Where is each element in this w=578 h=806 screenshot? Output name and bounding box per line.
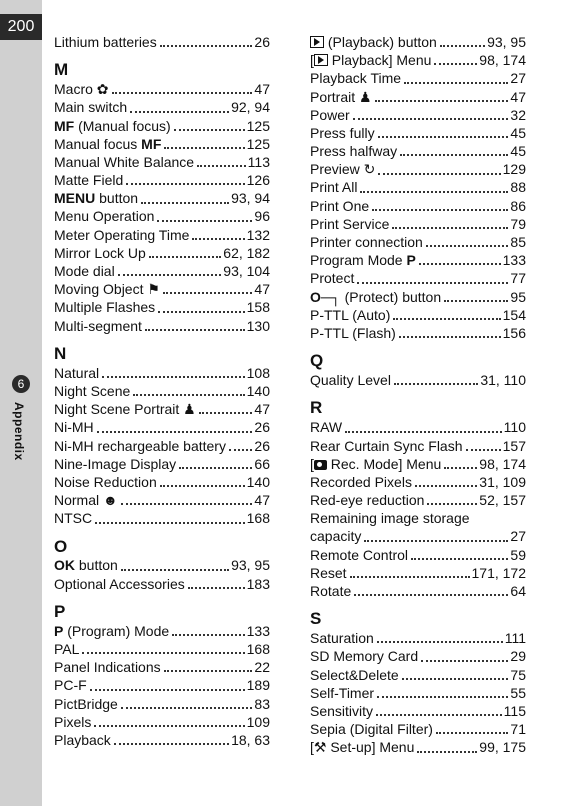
- entry-pages: 45: [510, 124, 526, 141]
- section-letter: N: [54, 343, 67, 363]
- entry-label: Normal ☻: [54, 492, 118, 509]
- entry-label: P-TTL (Flash): [310, 324, 396, 341]
- entry-label: Remote Control: [310, 546, 409, 563]
- entry-label: Sensitivity: [310, 702, 374, 719]
- entry-pages: 133: [502, 252, 526, 269]
- entry-label: P (Program) Mode: [54, 622, 170, 639]
- entry-label: Ni-MH rechargeable battery: [54, 437, 226, 454]
- entry-pages: 86: [510, 197, 526, 214]
- entry-pages: 132: [246, 226, 270, 243]
- entry-label: Matte Field: [54, 172, 124, 189]
- entry-pages: 109: [246, 713, 270, 730]
- index-entry: [310, 306, 526, 324]
- dot-leader: [466, 449, 501, 451]
- entry-pages: 32: [510, 106, 526, 123]
- index-entry: [310, 106, 526, 124]
- entry-pages: 47: [254, 281, 270, 298]
- dot-leader: [417, 751, 477, 753]
- entry-label: MF (Manual focus): [54, 117, 171, 134]
- entry-label: NTSC: [54, 510, 93, 527]
- index-entry: [310, 197, 526, 215]
- entry-pages: 71: [510, 721, 526, 738]
- dot-leader: [354, 594, 508, 596]
- entry-label: Select&Delete: [310, 666, 399, 683]
- dot-leader: [436, 732, 508, 734]
- index-entry: [310, 647, 526, 665]
- dot-leader: [415, 485, 477, 487]
- dot-leader: [229, 449, 252, 451]
- entry-label: PAL: [54, 641, 80, 658]
- entry-label: Macro ✿: [54, 81, 109, 98]
- entry-pages: 47: [254, 401, 270, 418]
- index-entry: [54, 418, 270, 436]
- entry-label: Mode dial: [54, 263, 115, 280]
- index-entry: [54, 98, 270, 116]
- dot-leader: [378, 136, 509, 138]
- entry-label: MENU button: [54, 190, 139, 207]
- entry-label: PictBridge: [54, 695, 118, 712]
- dot-leader: [97, 431, 253, 433]
- dot-leader: [444, 300, 508, 302]
- index-column-right: [310, 33, 526, 757]
- dot-leader: [393, 318, 500, 320]
- entry-pages: 189: [246, 677, 270, 694]
- playback-icon: [310, 36, 324, 48]
- dot-leader: [114, 743, 229, 745]
- dot-leader: [121, 707, 253, 709]
- index-column-left: [54, 33, 270, 749]
- index-entry: [310, 179, 526, 197]
- index-entry: [54, 153, 270, 171]
- entry-label: Playback Time: [310, 70, 402, 87]
- dot-leader: [94, 725, 244, 727]
- entry-label: Preview ↻: [310, 161, 376, 178]
- entry-pages: 140: [246, 473, 270, 490]
- entry-label: capacity: [310, 528, 362, 545]
- dot-leader: [160, 485, 245, 487]
- dot-leader: [102, 376, 245, 378]
- entry-label: Rotate: [310, 583, 352, 600]
- index-entry: [54, 491, 270, 509]
- entry-pages: 31, 110: [480, 372, 526, 389]
- index-entry: [310, 564, 526, 582]
- dot-leader: [90, 689, 245, 691]
- dot-leader: [163, 292, 252, 294]
- entry-label: Panel Indications: [54, 659, 161, 676]
- entry-label: Red-eye reduction: [310, 492, 425, 509]
- index-entry: [310, 142, 526, 160]
- index-entry: [310, 629, 526, 647]
- entry-label: Remaining image storage: [310, 510, 470, 527]
- dot-leader: [378, 173, 500, 175]
- entry-pages: 125: [246, 135, 270, 152]
- entry-pages: 27: [510, 528, 526, 545]
- entry-label: Night Scene: [54, 382, 131, 399]
- entry-pages: 62, 182: [223, 244, 270, 261]
- entry-pages: 47: [510, 88, 526, 105]
- dot-leader: [421, 660, 508, 662]
- dot-leader: [149, 256, 221, 258]
- dot-leader: [375, 100, 509, 102]
- entry-pages: 183: [246, 575, 270, 592]
- index-entry: [310, 324, 526, 342]
- entry-label: Menu Operation: [54, 208, 155, 225]
- index-entry: [54, 317, 270, 335]
- index-entry: [54, 437, 270, 455]
- entry-label: [ Rec. Mode] Menu: [310, 455, 442, 472]
- entry-pages: 52, 157: [479, 492, 526, 509]
- entry-pages: 95: [510, 288, 526, 305]
- index-entry: [54, 280, 270, 298]
- entry-pages: 27: [510, 70, 526, 87]
- dot-leader: [145, 329, 245, 331]
- entry-label: Saturation: [310, 630, 374, 647]
- dot-leader: [444, 467, 477, 469]
- index-entry: [54, 226, 270, 244]
- entry-pages: 77: [510, 270, 526, 287]
- index-entry: [310, 88, 526, 106]
- index-entry: [310, 473, 526, 491]
- dot-leader: [399, 336, 501, 338]
- dot-leader: [377, 641, 503, 643]
- index-entry: [310, 666, 526, 684]
- entry-label: Multiple Flashes: [54, 299, 156, 316]
- entry-label: Recorded Pixels: [310, 473, 412, 490]
- index-entry: [310, 528, 526, 546]
- index-entry: [310, 491, 526, 509]
- index-entry: [310, 684, 526, 702]
- entry-label: Press fully: [310, 124, 375, 141]
- entry-pages: 75: [510, 666, 526, 683]
- entry-pages: 130: [246, 317, 270, 334]
- entry-label: Multi-segment: [54, 317, 142, 334]
- dot-leader: [164, 670, 253, 672]
- dot-leader: [364, 540, 508, 542]
- entry-pages: 168: [246, 641, 270, 658]
- dot-leader: [126, 183, 244, 185]
- index-entry: [310, 702, 526, 720]
- entry-label: OK button: [54, 557, 118, 574]
- dot-leader: [197, 165, 246, 167]
- entry-label: (Playback) button: [310, 33, 437, 51]
- entry-label: Playback: [54, 731, 111, 748]
- index-entry: [54, 473, 270, 491]
- entry-label: Press halfway: [310, 143, 398, 160]
- entry-label: Print One: [310, 197, 370, 214]
- section-letter: P: [54, 601, 66, 621]
- dot-leader: [160, 45, 253, 47]
- index-entry: [310, 582, 526, 600]
- index-entry: [310, 51, 526, 69]
- entry-pages: 47: [254, 492, 270, 509]
- index-entry: [54, 658, 270, 676]
- dot-leader: [402, 678, 509, 680]
- dot-leader: [157, 220, 252, 222]
- dot-leader: [392, 227, 508, 229]
- entry-label: Print Service: [310, 215, 390, 232]
- index-entry: [54, 208, 270, 226]
- dot-leader: [400, 154, 508, 156]
- entry-pages: 156: [502, 324, 526, 341]
- entry-pages: 168: [246, 510, 270, 527]
- index-entry: [54, 382, 270, 400]
- dot-leader: [174, 129, 245, 131]
- index-entry: [310, 437, 526, 455]
- index-entry: [54, 117, 270, 135]
- entry-label: Printer connection: [310, 234, 423, 251]
- entry-pages: 171, 172: [471, 564, 526, 581]
- entry-label: Sepia (Digital Filter): [310, 721, 433, 738]
- entry-pages: 66: [254, 455, 270, 472]
- index-entry: [310, 33, 526, 51]
- index-entry: [310, 720, 526, 738]
- entry-pages: 92, 94: [231, 99, 270, 116]
- index-entry: [54, 455, 270, 473]
- dot-leader: [199, 412, 253, 414]
- dot-leader: [118, 274, 222, 276]
- entry-pages: 47: [254, 81, 270, 98]
- entry-label: Program Mode P: [310, 252, 416, 269]
- dot-leader: [350, 576, 470, 578]
- entry-label: Main switch: [54, 99, 128, 116]
- playback-icon: [314, 54, 328, 66]
- entry-pages: 96: [254, 208, 270, 225]
- index-entry: [54, 713, 270, 731]
- index-entry: [54, 400, 270, 418]
- entry-label: Pixels: [54, 713, 92, 730]
- entry-pages: 111: [504, 630, 526, 647]
- entry-label: PC-F: [54, 677, 87, 694]
- dot-leader: [164, 147, 244, 149]
- entry-pages: 93, 104: [223, 263, 270, 280]
- dot-leader: [121, 503, 253, 505]
- entry-label: Mirror Lock Up: [54, 244, 146, 261]
- dot-leader: [345, 431, 502, 433]
- key-icon: O─┐: [310, 288, 341, 305]
- index-entry: [54, 244, 270, 262]
- dot-leader: [404, 82, 508, 84]
- entry-pages: 98, 174: [479, 455, 526, 472]
- dot-leader: [141, 202, 229, 204]
- dot-leader: [179, 467, 252, 469]
- index-entry: [310, 124, 526, 142]
- entry-label: Lithium batteries: [54, 33, 157, 50]
- index-entry: [54, 557, 270, 575]
- entry-label: Night Scene Portrait ♟: [54, 401, 196, 418]
- entry-label: P-TTL (Auto): [310, 306, 391, 323]
- entry-label: SD Memory Card: [310, 648, 419, 665]
- entry-label: [⚒ Set-up] Menu: [310, 739, 415, 756]
- chapter-name: Appendix: [12, 402, 26, 461]
- dot-leader: [411, 558, 508, 560]
- entry-label: Print All: [310, 179, 358, 196]
- entry-label: [ Playback] Menu: [310, 52, 432, 69]
- index-entry: [54, 509, 270, 527]
- section-letter: M: [54, 60, 69, 80]
- dot-leader: [376, 714, 502, 716]
- index-entry: [54, 640, 270, 658]
- entry-pages: 108: [246, 364, 270, 381]
- entry-label: O─┐ (Protect) button: [310, 288, 442, 305]
- entry-pages: 83: [254, 695, 270, 712]
- entry-pages: 133: [246, 622, 270, 639]
- dot-leader: [353, 118, 509, 120]
- index-entry: [310, 269, 526, 287]
- dot-leader: [158, 311, 244, 313]
- entry-pages: 55: [510, 684, 526, 701]
- index-entry: [54, 262, 270, 280]
- entry-pages: 93, 95: [487, 33, 526, 50]
- entry-pages: 88: [510, 179, 526, 196]
- index-entry: [54, 731, 270, 749]
- section-letter: O: [54, 536, 68, 556]
- entry-pages: 93, 95: [231, 557, 270, 574]
- page-number: 200: [0, 14, 42, 40]
- entry-pages: 22: [254, 659, 270, 676]
- index-entry: [54, 33, 270, 51]
- index-entry: [54, 135, 270, 153]
- entry-label: Reset: [310, 564, 347, 581]
- index-entry: [54, 298, 270, 316]
- index-entry: [54, 695, 270, 713]
- entry-pages: 26: [254, 437, 270, 454]
- index-entry: [54, 622, 270, 640]
- entry-pages: 158: [246, 299, 270, 316]
- entry-pages: 99, 175: [479, 739, 526, 756]
- dot-leader: [172, 634, 244, 636]
- dot-leader: [130, 111, 229, 113]
- index-entry: [54, 171, 270, 189]
- chapter-number-badge: 6: [12, 375, 30, 393]
- entry-label: Nine-Image Display: [54, 455, 177, 472]
- dot-leader: [95, 522, 245, 524]
- dot-leader: [188, 587, 245, 589]
- entry-label: Ni-MH: [54, 419, 94, 436]
- entry-label: Noise Reduction: [54, 473, 157, 490]
- entry-label: Natural: [54, 364, 100, 381]
- entry-pages: 59: [510, 546, 526, 563]
- entry-pages: 79: [510, 215, 526, 232]
- section-letter: R: [310, 398, 323, 418]
- entry-pages: 98, 174: [479, 52, 526, 69]
- entry-pages: 113: [247, 153, 270, 170]
- index-entry: [54, 189, 270, 207]
- dot-leader: [357, 282, 508, 284]
- dot-leader: [360, 191, 508, 193]
- camera-icon: [314, 460, 327, 470]
- entry-label: Protect: [310, 270, 355, 287]
- entry-pages: 85: [510, 234, 526, 251]
- dot-leader: [440, 45, 485, 47]
- section-letter: S: [310, 609, 322, 629]
- dot-leader: [419, 263, 501, 265]
- dot-leader: [372, 209, 508, 211]
- entry-pages: 26: [254, 33, 270, 50]
- entry-pages: 140: [246, 382, 270, 399]
- dot-leader: [112, 92, 253, 94]
- entry-pages: 125: [246, 117, 270, 134]
- entry-label: Power: [310, 106, 350, 123]
- entry-pages: 45: [510, 143, 526, 160]
- index-entry: [54, 364, 270, 382]
- entry-pages: 126: [246, 172, 270, 189]
- entry-pages: 26: [254, 419, 270, 436]
- index-entry: [310, 509, 526, 527]
- dot-leader: [133, 394, 244, 396]
- index-entry: [310, 251, 526, 269]
- index-entry: [54, 575, 270, 593]
- entry-label: Quality Level: [310, 372, 391, 389]
- dot-leader: [377, 696, 508, 698]
- index-entry: [54, 80, 270, 98]
- index-entry: [310, 215, 526, 233]
- dot-leader: [192, 238, 244, 240]
- entry-pages: 154: [502, 306, 526, 323]
- entry-label: Moving Object ⚑: [54, 281, 160, 298]
- entry-label: Meter Operating Time: [54, 226, 190, 243]
- index-entry: [310, 69, 526, 87]
- dot-leader: [82, 652, 244, 654]
- entry-label: Portrait ♟: [310, 88, 372, 105]
- index-entry: [54, 676, 270, 694]
- index-entry: [310, 455, 526, 473]
- entry-label: Rear Curtain Sync Flash: [310, 437, 463, 454]
- entry-label: Self-Timer: [310, 684, 375, 701]
- entry-label: Manual focus MF: [54, 135, 162, 152]
- entry-pages: 115: [503, 702, 526, 719]
- index-entry: [310, 546, 526, 564]
- entry-pages: 31, 109: [479, 473, 526, 490]
- entry-pages: 18, 63: [231, 731, 270, 748]
- entry-pages: 29: [510, 648, 526, 665]
- entry-pages: 110: [503, 419, 526, 436]
- entry-pages: 93, 94: [231, 190, 270, 207]
- index-entry: [310, 418, 526, 436]
- dot-leader: [394, 383, 478, 385]
- index-entry: [310, 233, 526, 251]
- index-entry: [310, 738, 526, 756]
- section-letter: Q: [310, 351, 324, 371]
- entry-pages: 129: [502, 161, 526, 178]
- entry-pages: 64: [510, 583, 526, 600]
- dot-leader: [121, 569, 229, 571]
- dot-leader: [434, 63, 477, 65]
- entry-pages: 157: [502, 437, 526, 454]
- index-entry: [310, 288, 526, 306]
- dot-leader: [426, 245, 509, 247]
- entry-label: Optional Accessories: [54, 575, 185, 592]
- entry-label: RAW: [310, 419, 343, 436]
- dot-leader: [427, 503, 477, 505]
- index-entry: [310, 371, 526, 389]
- index-entry: [310, 160, 526, 178]
- entry-label: Manual White Balance: [54, 153, 195, 170]
